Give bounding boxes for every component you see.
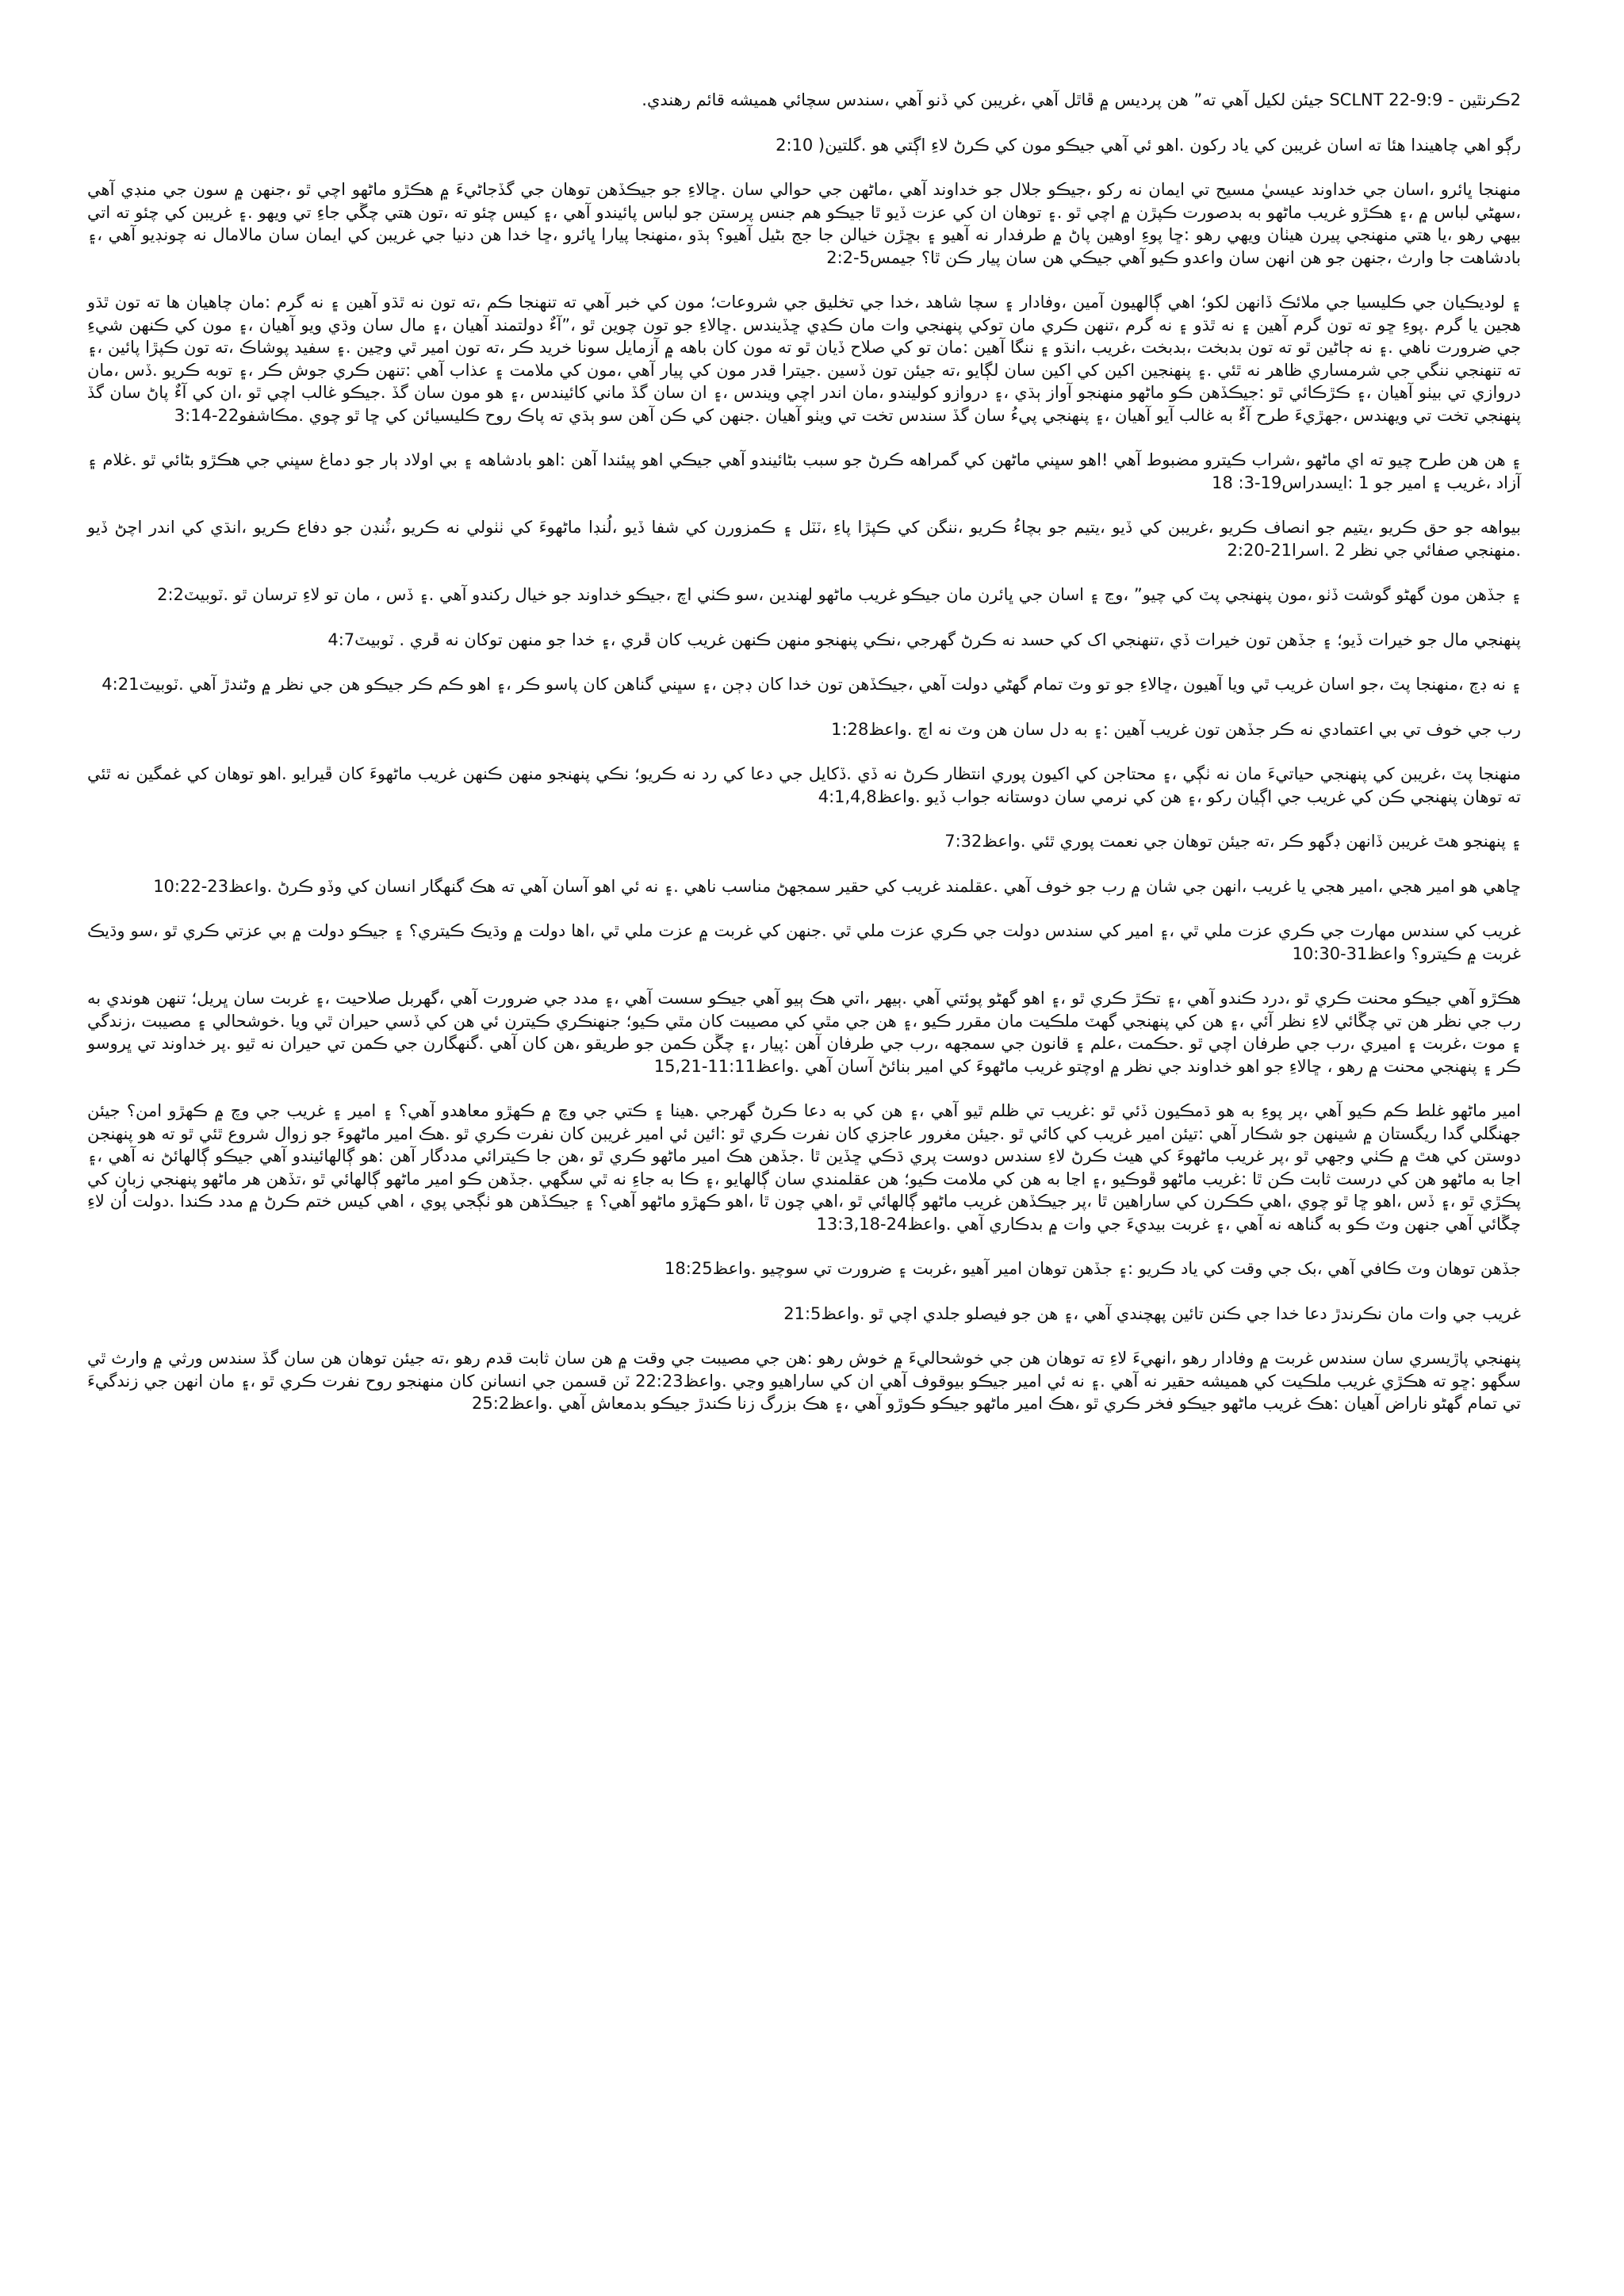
paragraph: جڏهن توهان وٽ ڪافي آهي ،بک جي وقت کي ياد ڪريو :۽ جڏهن توهان امير آهيو ،غربت ۽ ضرورت تي سوچيو .واعظ18:25 [665,1259,1521,1278]
paragraph: منهنجا پٽ ،غريبن کي پنهنجي حياتيءَ مان نه ٺڳي ،۽ محتاجن کي اکيون پوري انتظار ڪرڻ نه ڏي .ڏکايل جي دعا کي رد نه ڪريو؛ نڪي پنهنجو منهن ڪنهن غريب ماڻهوءَ کان ڦيرايو .اهو توهان کي غمگين نه ٿئي ته توهان پنهنجي ڪن کي غريب جي اڳيان رکو ،۽ هن کي نرمي سان دوستانه جواب ڏيو .واعظ4:1,4,8 [87,764,1521,806]
paragraph: ۽ پنهنجو هٿ غريبن ڏانهن ڊگهو ڪر ،ته جيئن توهان جي نعمت پوري ٿئي .واعظ7:32 [944,832,1521,851]
paragraph: هڪڙو آهي جيڪو محنت ڪري ٿو ،درد ڪندو آهي ،۽ تڪڙ ڪري ٿو ،۽ اهو گهڻو پوئتي آهي .ٻيهر ،اتي هڪ ٻيو آهي جيڪو سست آهي ،۽ مدد جي ضرورت آهي ،گهربل صلاحيت ،۽ غربت سان ڀريل؛ تنهن هوندي به رب جي نظر هن تي چڱائي لاءِ نظر آئي ،۽ هن کي پنهنجي گهٽ ملڪيت مان مقرر ڪيو ،۽ هن جي مٿي کي مصيبت کان مٿي ڪيو؛ جنهنڪري ڪيترن ئي هن کي ڏسي حيران ٿي ويا .خوشحالي ۽ مصيبت ،زندگي ۽ موت ،غربت ۽ اميري ،رب جي طرفان اچي ٿو .حڪمت ،علم ۽ قانون جي سمجهه ،رب جي طرفان آهن :پيار ،۽ چڱن ڪمن جو طريقو ،هن کان آهي .گنهگارن جي ڪمن تي حيران نه ٿيو .پر خداوند تي ڀروسو ڪر ۽ پنهنجي محنت ۾ رهو ، ڇالاءِ جو اهو خداوند جي نظر ۾ اوچتو غريب ماڻهوءَ کي امير بنائڻ آسان آهي .واعظ11:11-15,21 [87,989,1521,1076]
paragraph: بيواهه جو حق ڪريو ،يتيم جو انصاف ڪريو ،غريبن کي ڏيو ،يتيم جو بچاءُ ڪريو ،ننگن کي ڪپڙا پاءِ ،ٽٽل ۽ ڪمزورن کي شفا ڏيو ،لُنڊا ماڻهوءَ کي ٺٺولي نه ڪريو ،ٽُنڊن جو دفاع ڪريو ،انڌي کي اندر اچڻ ڏيو .منهنجي صفائي جي نظر 2 .اسرا21-2:20 [87,518,1521,560]
paragraph: ۽ جڏهن مون گهڻو گوشت ڏٺو ،مون پنهنجي پٽ کي چيو” ،وڃ ۽ اسان جي ڀائرن مان جيڪو غريب ماڻهو لهندين ،سو ڪٺي اچ ،جيڪو خداوند جو خيال رکندو آهي .۽ ڏس ، مان تو لاءِ ترسان ٿو .ٽوبيٽ2:2 [157,585,1521,604]
paragraph: غريب جي وات مان نڪرندڙ دعا خدا جي ڪنن تائين پهچندي آهي ،۽ هن جو فيصلو جلدي اچي ٿو .واعظ21:5 [783,1303,1521,1323]
paragraph: رب جي خوف تي بي اعتمادي نه ڪر جڏهن تون غريب آهين :۽ به دل سان هن وٽ نه اچ .واعظ1:28 [831,719,1521,739]
paragraph: ڇاهي هو امير هجي ،امير هجي يا غريب ،انهن جي شان ۾ رب جو خوف آهي .عقلمند غريب کي حقير سمجهڻ مناسب ناهي .۽ نه ئي اهو آسان آهي ته هڪ گنهگار انسان کي وڏو ڪرڻ .واعظ23-10:22 [153,876,1521,896]
paragraph: 2ڪرنٿين - 9:9-22 SCLNT جيئن لکيل آهي ته” هن پرديس ۾ ڦاٿل آهي ،غريبن کي ڏنو آهي ،سندس سچائي هميشه قائم رهندي. [642,90,1521,109]
paragraph: منهنجا ڀائرو ،اسان جي خداوند عيسيٰ مسيح تي ايمان نه رکو ،جيڪو جلال جو خداوند آهي ،ماڻهن جي حوالي سان .ڇالاءِ جو جيڪڏهن توهان جي گڏجاڻيءَ ۾ هڪڙو ماڻهو اچي ٿو ،جنهن ۾ سون جي منڊي آهي ،سهڻي لباس ۾ ،۽ هڪڙو غريب ماڻهو به بدصورت ڪپڙن ۾ اچي ٿو .۽ توهان ان کي عزت ڏيو ٿا جيڪو هم جنس پرستن جو لباس پائيندو آهي ،۽ کيس چئو ته ،تون هتي چڱي جاءِ تي ويهو .۽ غريبن کي چئو ته اتي بيهي رهو ،يا هتي منهنجي پيرن هيٺان ويهي رهو :ڇا پوءِ اوهين پاڻ ۾ طرفدار نه آهيو ۽ بڇڙن خيالن جا جج بڻيل آهيو؟ ٻڌو ،منهنجا پيارا ڀائرو ،ڇا خدا هن دنيا جي غريبن کي ايمان سان مالامال نه چونڊيو آهي ،۽ بادشاهت جا وارث ،جنهن جو هن انهن سان واعدو ڪيو آهي جيڪي هن سان پيار ڪن ٿا؟ جيمس5-2:2 [87,180,1521,267]
paragraph: امير ماڻهو غلط ڪم ڪيو آهي ،پر پوءِ به هو ڌمڪيون ڏئي ٿو :غريب تي ظلم ٿيو آهي ،۽ هن کي به دعا ڪرڻ گهرجي .هينا ۽ ڪتي جي وچ ۾ ڪهڙو معاهدو آهي؟ ۽ امير ۽ غريب جي وچ ۾ ڪهڙو امن؟ جيئن جهنگلي گدا ريگستان ۾ شينهن جو شڪار آهي :تيئن امير غريب کي کائي ٿو .جيئن مغرور عاجزي کان نفرت ڪري ٿو :ائين ئي امير غريبن کان نفرت ڪري ٿو .هڪ امير ماڻهوءَ جو زوال شروع ٿئي ٿو ته هو پنهنجن دوستن کي هٿ ۾ ڪٺي وجهي ٿو ،پر غريب ماڻهوءَ کي هيٺ ڪرڻ لاءِ سندس دوست پري ڌڪي ڇڏين ٿا .جڏهن هڪ امير ماڻهو ڪري ٿو ،هن جا ڪيترائي مددگار آهن :هو ڳالهائيندو آهي جيڪو ڳالهائڻ نه آهي ،۽ اڃا به ماڻهو هن کي درست ثابت ڪن ٿا :غريب ماڻهو ڦوڪيو ،۽ اڃا به هن کي ملامت ڪيو؛ هن عقلمندي سان ڳالهايو ،۽ ڪا به جاءِ نه ٿي سگهي .جڏهن ڪو امير ماڻهو ڳالهائي ٿو ،تڏهن هر ماڻهو پنهنجي زبان کي پڪڙي ٿو ،۽ ڏس ،اهو ڇا ٿو چوي ،اهي ڪڪرن کي ساراهين ٿا ،پر جيڪڏهن غريب ماڻهو ڳالهائي ٿو ،اهي چون ٿا ،اهو ڪهڙو ماڻهو آهي؟ ۽ جيڪڏهن هو ٺڳجي پوي ، اهي کيس ختم ڪرڻ ۾ مدد ڪندا .دولت اُن لاءِ چڱائي آهي جنهن وٽ ڪو به گناهه نه آهي ،۽ غربت بيديءَ جي وات ۾ بدڪاري آهي .واعظ24-13:3,18 [87,1101,1521,1234]
paragraph: پنهنجي مال جو خيرات ڏيو؛ ۽ جڏهن تون خيرات ڏي ،تنهنجي اک کي حسد نه ڪرڻ گهرجي ،نڪي پنهنجو منهن ڪنهن غريب کان ڦري ،۽ خدا جو منهن توکان نه ڦري . ٽوبيٽ4:7 [327,629,1521,649]
paragraph: رڳو اهي چاهيندا هئا ته اسان غريبن کي ياد رکون .اهو ئي آهي جيڪو مون کي ڪرڻ لاءِ اڳتي هو .گلتين( 2:10 [776,135,1521,155]
paragraph: پنهنجي پاڙيسري سان سندس غربت ۾ وفادار رهو ،انهيءَ لاءِ ته توهان هن جي خوشحاليءَ ۾ خوش رهو :هن جي مصيبت جي وقت ۾ هن سان ثابت قدم رهو ،ته جيئن توهان هن سان گڏ سندس ورثي ۾ وارث ٿي سگهو :ڇو ته هڪڙي غريب ملڪيت کي هميشه حقير نه آهي .۽ نه ئي امير جيڪو بيوقوف آهي ان کي ساراهيو وڃي .واعظ22:23 ٽن قسمن جي انسانن کان منهنجو روح نفرت ڪري ٿو ،۽ مان انهن جي زندگيءَ تي تمام گهڻو ناراض آهيان :هڪ غريب ماڻهو جيڪو فخر ڪري ٿو ،هڪ امير ماڻهو جيڪو ڪوڙو آهي ،۽ هڪ بزرگ زنا ڪندڙ جيڪو بدمعاش آهي .واعظ25:2 [87,1349,1521,1413]
paragraph: ۽ نه ڊڄ ،منهنجا پٽ ،جو اسان غريب ٿي ويا آهيون ،ڇالاءِ جو تو وٽ تمام گهڻي دولت آهي ،جيڪڏهن تون خدا کان ڊڄن ،۽ سڀني گناهن کان پاسو ڪر ،۽ اهو ڪم ڪر جيڪو هن جي نظر ۾ وڻندڙ آهي .ٽوبيٽ4:21 [102,675,1521,694]
paragraph: غريب کي سندس مهارت جي ڪري عزت ملي ٿي ،۽ امير کي سندس دولت جي ڪري عزت ملي ٿي .جنهن کي غربت ۾ عزت ملي ٿي ،اها دولت ۾ وڌيڪ ڪيتري؟ ۽ جيڪو دولت ۾ بي عزتي ڪري ٿو ،سو وڌيڪ غربت ۾ ڪيترو؟ واعظ31-10:30 [87,921,1521,963]
document-page [87,89,1521,1437]
paragraph: ۽ هن هن طرح چيو ته اي ماڻهو ،شراب ڪيترو مضبوط آهي !اهو سڀني ماڻهن کي گمراهه ڪرڻ جو سبب بڻائيندو آهي جيڪي اهو پيئندا آهن :اهو بادشاهه ۽ بي اولاد ٻار جو دماغ سڀني جي هڪڙو بڻائي ٿو .غلام ۽ آزاد ،غريب ۽ امير جو 1 :ايسدراس19-3: 18 [87,450,1521,492]
paragraph: ۽ لوديڪيان جي ڪليسيا جي ملائڪ ڏانهن لکو؛ اهي ڳالهيون آمين ،وفادار ۽ سچا شاهد ،خدا جي تخليق جي شروعات؛ مون کي خبر آهي ته تنهنجا ڪم ،ته تون نه ٿڌو آهين ۽ نه گرم :مان چاهيان ها ته تون ٿڌو هجين يا گرم .پوءِ ڇو ته تون گرم آهين ۽ نه ٿڌو ۽ نه گرم ،تنهن ڪري مان توکي پنهنجي وات مان ڪڍي ڇڏيندس .ڇالاءِ جو تون چوين ٿو ،”آءٌ دولتمند آهيان ،۽ مال سان وڌي ويو آهيان ،۽ مون کي ڪنهن شيءِ جي ضرورت ناهي .۽ نه ڄاڻين ٿو ته تون بدبخت ،بدبخت ،غريب ،انڌو ۽ ننگا آهين :مان تو کي صلاح ڏيان ٿو ته مون کان باهه ۾ آزمايل سونا خريد ڪر ،ته تون امير ٿي وڃين .۽ سفيد پوشاڪ ،ته تون ڪپڙا پائين ،۽ ته تنهنجي ننگي جي شرمساري ظاهر نه ٿئي .۽ پنهنجين اکين کي اکين سان لڳايو ،ته جيئن تون ڏسين .جيترا قدر مون کي پيار آهي ،مون کي ملامت ۽ عذاب آهي :تنهن ڪري جوش ڪر ،۽ توبه ڪريو .ڏس ،مان دروازي تي بيٺو آهيان ،۽ ڪڙڪائي ٿو :جيڪڏهن ڪو ماڻهو منهنجو آواز ٻڌي ،۽ دروازو کوليندو ،مان اندر اچي ويندس ،۽ ان سان گڏ ماني کائيندس ،۽ هو مون سان گڏ .جيڪو غالب اچي ٿو ،ان کي آءٌ پاڻ سان گڏ پنهنجي تخت تي ويهندس ،جهڙيءَ طرح آءٌ به غالب آيو آهيان ،۽ پنهنجي پيءُ سان گڏ سندس تخت تي ويٺو آهيان .جنهن کي ڪن آهن سو ٻڌي ته پاڪ روح ڪليسيائن کي ڇا ٿو چوي .مڪاشفو22-3:14 [87,293,1521,425]
